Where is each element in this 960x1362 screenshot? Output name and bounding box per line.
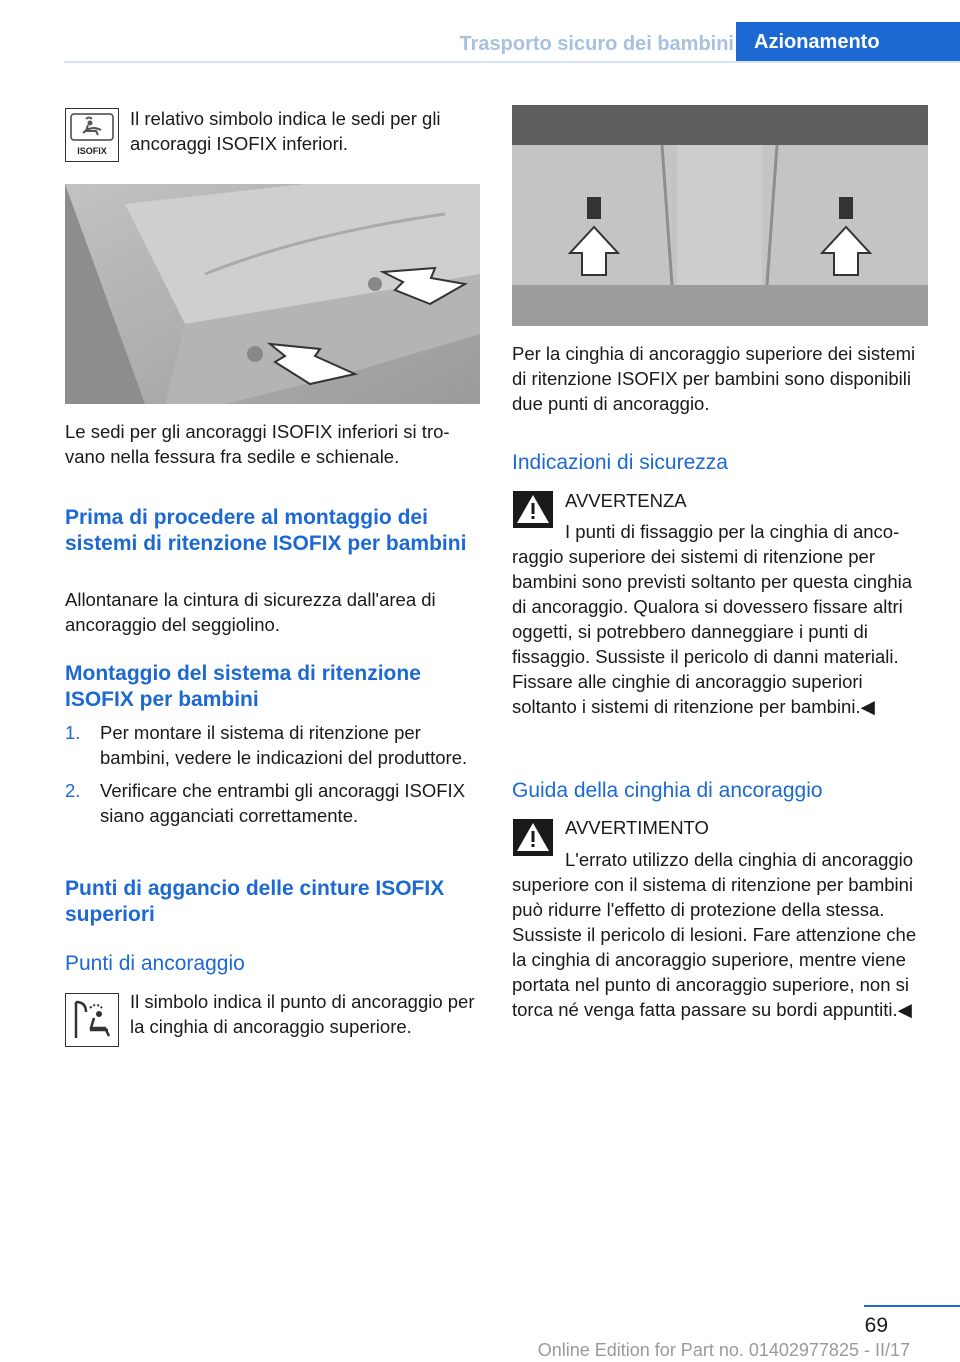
warning2-title: AVVERTIMENTO: [565, 817, 709, 838]
photo1-caption: Le sedi per gli ancoraggi ISOFIX inferiori si trovano nella fessura fra sedile e schienale.: [65, 421, 450, 467]
isofix-symbol-icon: [65, 108, 119, 162]
top-tether-anchor-photo: [512, 105, 928, 326]
anchor-symbol-text: Il simbolo indica il punto di ancoraggio per la cinghia di ancoraggio superiore.: [130, 991, 475, 1037]
isofix-symbol-text: Il relativo simbolo indica le sedi per gli ancoraggi ISOFIX inferiori.: [130, 108, 441, 154]
heading-indicazioni-sicurezza: Indicazioni di sicurezza: [512, 451, 728, 474]
warning1-text: I punti di fissaggio per la cinghia di ancoraggio superiore dei sistemi di ritenzione per bambini sono previsti soltanto per questa cinghia di ancoraggio. Qualora si dovessero fissare altri oggetti, si potrebbero danneggiare i punti di fissaggio. Sussiste il pericolo di danni materiali. Fissare alle cinghie di ancoraggio superiori soltanto i sistemi di ritenzione per bambini.◀: [512, 521, 913, 717]
page-number: 69: [864, 1314, 888, 1337]
step-number: 2.: [65, 780, 81, 801]
photo2-caption: Per la cinghia di ancoraggio superiore dei sistemi di ritenzione ISOFIX per bambini sono disponibili due punti di ancoraggio.: [512, 343, 916, 414]
heading-punti-aggancio: Punti di aggancio delle cinture ISOFIX superiori: [65, 877, 445, 926]
heading-punti-ancoraggio: Punti di ancoraggio: [65, 952, 245, 975]
warning1-title: AVVERTENZA: [565, 490, 687, 511]
top-tether-anchor-icon: [65, 993, 119, 1047]
footer-edition: Online Edition for Part no. 01402977825 - II/17: [537, 1340, 910, 1360]
heading-montaggio: Montaggio del sistema di ritenzione ISOFIX per bambini: [65, 662, 421, 711]
isofix-lower-anchors-photo: [65, 184, 480, 404]
header-section-title: Trasporto sicuro dei bambini: [459, 33, 734, 55]
list-item: [65, 778, 477, 828]
heading-guida-cinghia: Guida della cinghia di ancoraggio: [512, 779, 823, 802]
heading-prima-di-procedere: Prima di procedere al montaggio dei sistemi di ritenzione ISOFIX per bambini: [65, 506, 467, 555]
warning2-text: L'errato utilizzo della cinghia di ancoraggio superiore con il sistema di ritenzione per bambini può ridurre l'effetto di protezione della stessa. Sussiste il pericolo di lesioni. Fare attenzione che la cinghia di ancoraggio superiore, mentre viene portata nel punto di ancoraggio superiore, non si torca né venga fatta passare su bordi appuntiti.◀: [512, 849, 917, 1020]
footer-rule: [864, 1305, 960, 1307]
prima-text: Allontanare la cintura di sicurezza dall'area di ancoraggio del seggiolino.: [65, 589, 436, 635]
header-rule: [64, 61, 960, 63]
header-chapter-tab: Azionamento: [736, 22, 960, 63]
list-item: [65, 720, 477, 770]
svg-text:ISOFIX: ISOFIX: [77, 146, 107, 156]
step-text: Per montare il sistema di ritenzione per bambini, vedere le indicazioni del produttore.: [100, 722, 468, 768]
step-text: Verificare che entrambi gli ancoraggi ISOFIX siano agganciati correttamente.: [100, 780, 466, 826]
montaggio-steps: [65, 720, 477, 828]
step-number: 1.: [65, 722, 81, 743]
